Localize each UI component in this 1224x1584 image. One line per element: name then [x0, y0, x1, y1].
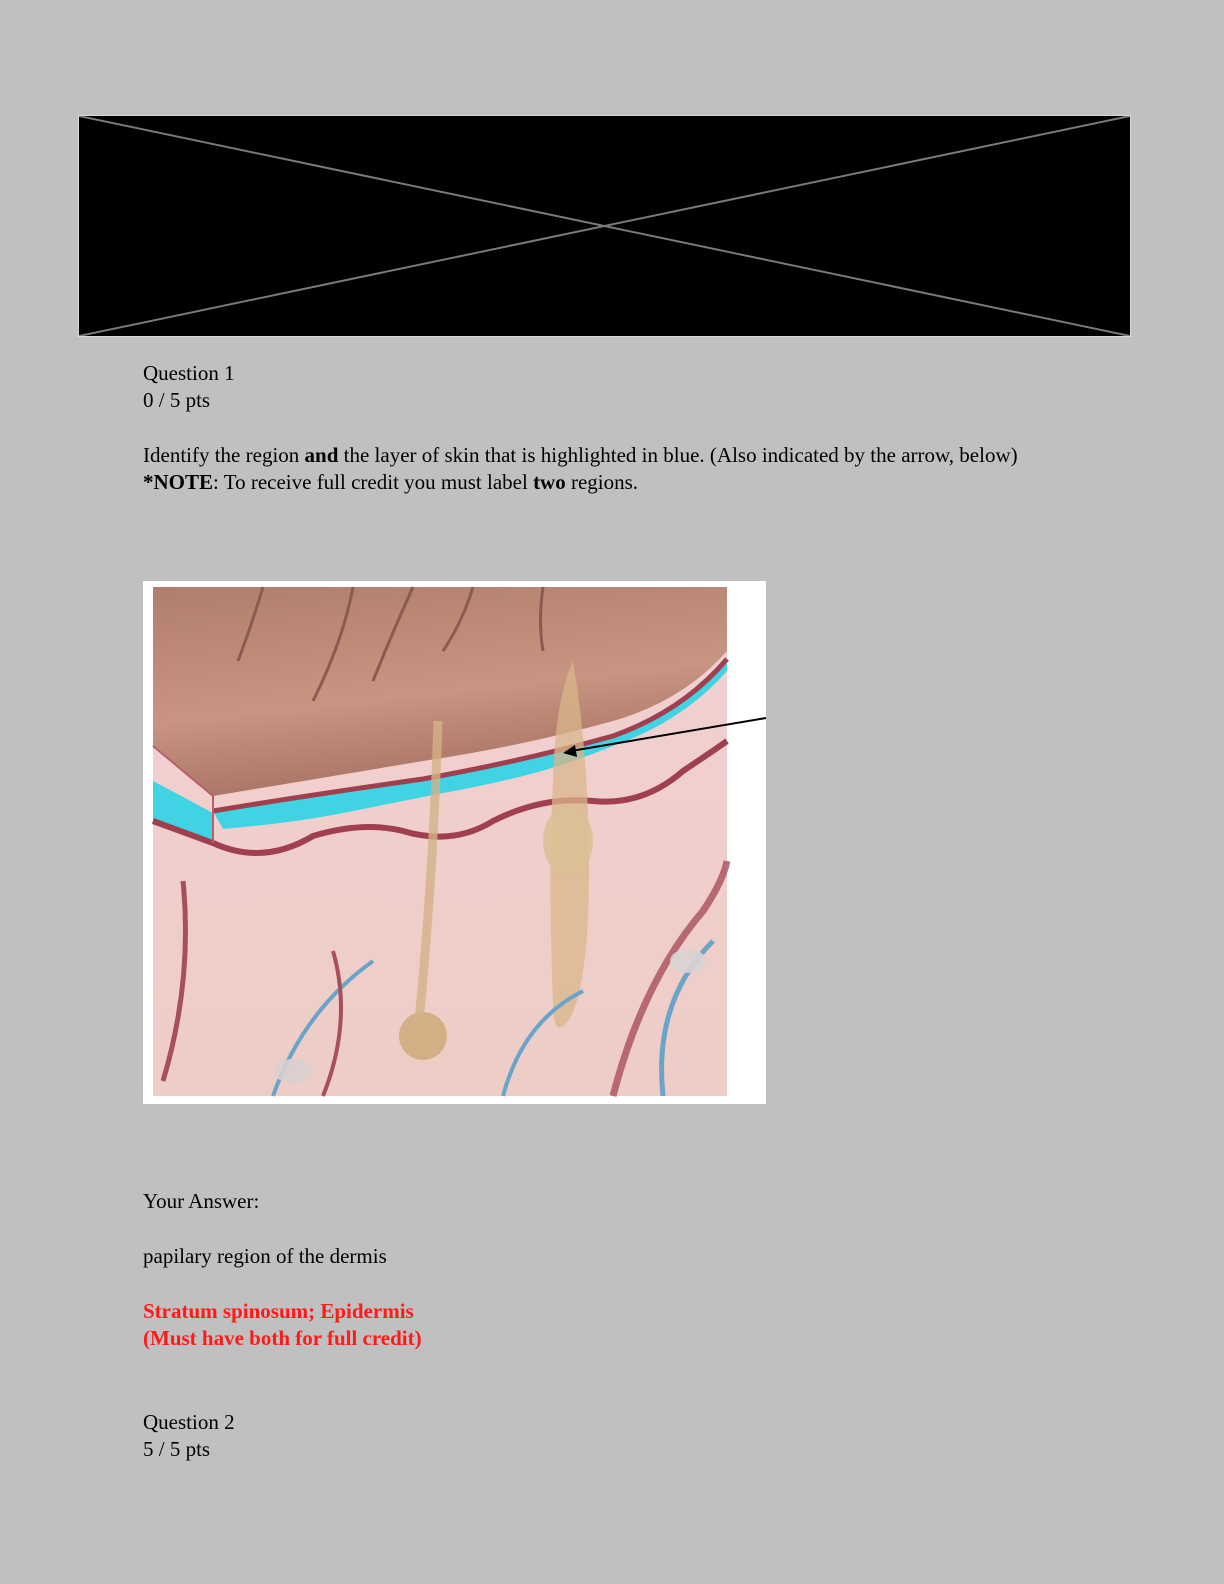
- your-answer-label: Your Answer:: [143, 1189, 260, 1213]
- prompt-text: Identify the region: [143, 443, 305, 467]
- question-1-score: 0 / 5 pts: [143, 388, 211, 412]
- correct-answer-line-2: (Must have both for full credit): [143, 1326, 422, 1350]
- prompt-text: regions.: [565, 470, 639, 494]
- prompt-bold: two: [533, 470, 566, 494]
- skin-cross-section-illustration: [143, 581, 766, 1104]
- prompt-text: the layer of skin that is highlighted in blue. (Also indicated by the arrow, below): [338, 443, 1018, 467]
- question-2: [143, 1409, 1093, 1463]
- broken-image-placeholder: [78, 115, 1131, 337]
- broken-image-icon: [79, 116, 1130, 336]
- prompt-text: : To receive full credit you must label: [213, 470, 534, 494]
- correct-answer-line-1: Stratum spinosum; Epidermis: [143, 1299, 414, 1323]
- question-1-title: Question 1: [143, 361, 235, 385]
- question-2-score: 5 / 5 pts: [143, 1437, 211, 1461]
- question-2-title: Question 2: [143, 1410, 235, 1434]
- question-1-answer: [143, 1188, 1093, 1352]
- question-1: [143, 360, 1093, 496]
- prompt-bold: *NOTE: [143, 470, 214, 494]
- question-1-prompt: [143, 442, 1093, 496]
- skin-diagram-image: [143, 581, 766, 1104]
- your-answer-text: papilary region of the dermis: [143, 1244, 387, 1268]
- prompt-bold: and: [304, 443, 339, 467]
